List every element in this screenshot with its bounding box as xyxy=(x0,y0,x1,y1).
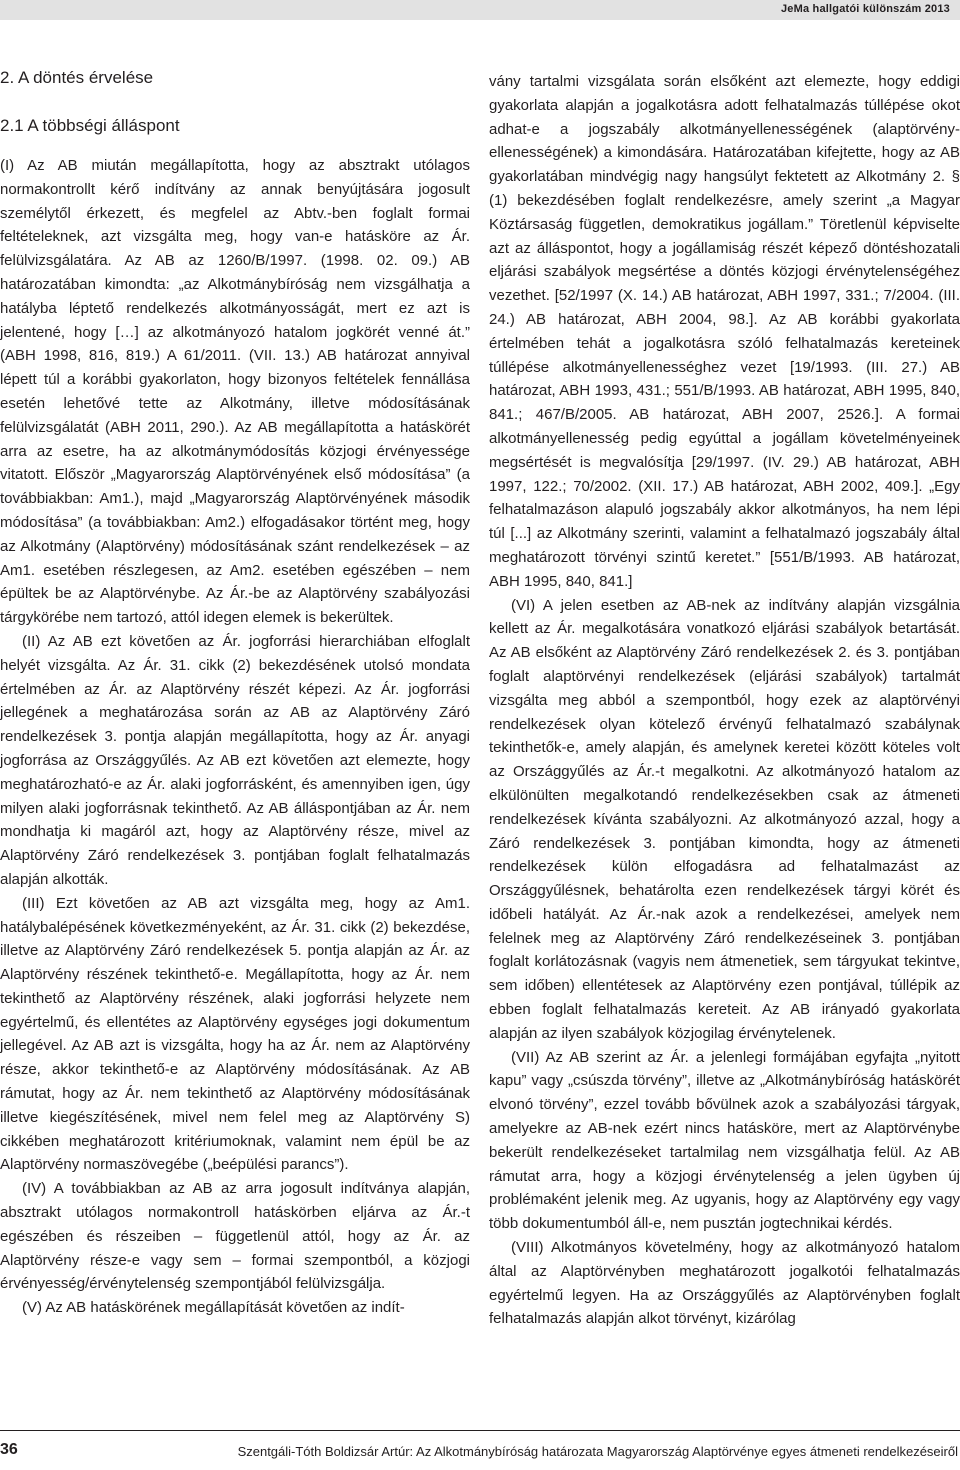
paragraph-3: (III) Ezt követően az AB azt vizsgálta meg, hogy az Am1. hatálybalépésének következményeként, az Ár. 31. cikk (2) bekezdése, illetve az Alaptörvény Záró rendelkezések 5. pontja alapján az Ár. az Alaptörvény részének tekinthető-e. Megállapította, hogy az Ár. nem tekinthető az Alaptörvény részének, alaki jogforrási helyzete nem egyértelmű, és ellentétes az Alaptörvény egységes jogi dokumentum jellegével. Az AB azt is vizsgálta, hogy ha az Ár. nem az Alaptörvény része, akkor tekinthető-e az Alaptörvény módosításának. Az AB rámutat, hogy az Ár. nem tekinthető az Alaptörvény módosításának illetve kiegészítésének, mivel nem felel meg az Alaptörvény S) cikkében meghatározott kritériumoknak, valamint nem épül be az Alaptörvény normaszövegébe („beépülési parancs”). xyxy=(0,894,470,1174)
journal-header-bar xyxy=(0,0,960,20)
paragraph-4: (IV) A továbbiakban az AB az arra jogosult indítványa alapján, absztrakt utólagos normakontroll hatáskörben eljárva az Ár.-t egészében és részeiben – függetlenül attól, hogy az Ár. az Alaptörvény része-e vagy sem – formai szempontból, a közjogi érvényesség/érvénytelenség szempontjából felülvizsgálja. xyxy=(0,1180,470,1293)
paragraph-2: (II) Az AB ezt követően az Ár. jogforrási hierarchiában elfoglalt helyét vizsgálta. Az Ár. 31. cikk (2) bekezdésének utolsó mondata értelmében az Ár. az Alaptörvény részét képezi. Az Ár. jogforrási jellegének a meghatározása során az AB az Alaptörvény Záró rendelkezések 3. pontja alapján megállapította, hogy az Ár. anyagi jogforrása az Országgyűlés. Az AB ezt követően azt elemezte, hogy meghatározható-e az Ár. alaki jogforrásként, és amennyiben igen, úgy milyen alaki jogforrásnak tekinthető. Az AB álláspontjában az Ár. nem mondhatja ki magáról azt, hogy az Alaptörvény része, mivel az Alaptörvény Záró rendelkezések 3. pontjában foglalt felhatalmazás alapján alkották. xyxy=(0,632,470,888)
paragraph-9: (VIII) Alkotmányos követelmény, hogy az alkotmányozó hatalom által az Alaptörvényben meghatározott jogalkotói felhatalmazás egyértelmű legyen. Ha az Országgyűlés az Alaptörvényben foglalt felhatalmazás alapján alkot törvényt, kizárólag xyxy=(489,1239,960,1328)
paragraph-6: vány tartalmi vizsgálata során elsőként azt elemezte, hogy eddigi gyakorlata alapján a jogalkotásra adott felhatalmazás túllépése okot adhat-e a jogszabály alkotmányellenességének (alaptörvény-ellenességének) a kimondására. Határozatában kifejtette, hogy az AB gyakorlatában mindvégig nagy hangsúlyt fektetett az Alkotmány 2. § (1) bekezdésében foglalt rendelkezésre, amely szerint „a Magyar Köztársaság független, demokratikus jogállam.” Töretlenül képviselte azt az álláspontot, hogy a jogállamiság részét képező döntéshozatali eljárási szabályok megsértése a döntés közjogi érvénytelenségéhez vezethet. [52/1997 (X. 14.) AB határozat, ABH 1997, 331.; 7/2004. (III. 24.) AB határozat, ABH 2004, 98.]. Az AB korábbi gyakorlata értelmében tehát a jogalkotásra szóló felhatalmazás kereteinek túllépése alkotmányellenességhez vezet [19/1993. (III. 27.) AB határozat, ABH 1993, 431.; 551/B/1993. AB határozat, ABH 1995, 840, 841.; 467/B/2005. AB határozat, ABH 2007, 2526.]. A formai alkotmányellenesség pedig egyúttal a jogállam követelményeinek megsértését is megvalósítja [29/1997. (IV. 29.) AB határozat, ABH 1997, 122.; 70/2002. (XII. 17.) AB határozat, ABH 2002, 409.]. „Egy felhatalmazáson alapuló jogszabály akkor alkotmányos, ha nem lépi túl [...] az Alkotmány szerinti, valamint a felhatalmazó jogszabály által meghatározott törvényi szintű keretet.” [551/B/1993. AB határozat, ABH 1995, 840, 841.] xyxy=(489,73,960,590)
paragraph-1: (I) Az AB miután megállapította, hogy az absztrakt utólagos normakontrollt kérő indítvány az annak benyújtására jogosult személytől érkezett, és megfelel az Abtv.-ben foglalt formai feltételeknek, azt vizsgálta meg, hogy van-e hatásköre az Ár. felülvizsgálatára. Az AB az 1260/B/1997. (1998. 02. 09.) AB határozatában kimondta: „az Alkotmánybíróság nem vizsgálhatja a hatályba léptető rendelkezés alkotmányosságát, mert ez azt is jelentené, hogy […] az alkotmányozó hatalom jogkörét venné át.” (ABH 1998, 816, 819.) A 61/2011. (VII. 13.) AB határozat annyival lépett túl a korábbi gyakorlaton, hogy bizonyos feltételek fennállása esetén lehetővé tette az Alkotmány, illetve módosításának felülvizsgálatát (ABH 2011, 290.). Az AB megállapította a hatáskörét arra az esetre, ha az alkotmánymódosítás közjogi érvényessége vitatott. Először „Magyarország Alaptörvényének első módosítása” (a továbbiakban: Am1.), majd „Magyarország Alaptörvényének második módosítása” (a továbbiakban: Am2.) elfogadásakor történt meg, hogy az Alkotmány (Alaptörvény) módosításának szánt rendelkezések – az Am1. esetében részlegesen, az Am2. esetében egészében – nem épültek be az Alaptörvénybe. Az Ár.-be az Alaptörvény szabályozási tárgykörébe nem tartozó, attól idegen elemek is bekerültek. xyxy=(0,157,470,627)
page-number: 36 xyxy=(0,1441,18,1458)
left-column xyxy=(0,66,470,1426)
paragraph-7: (VI) A jelen esetben az AB-nek az indítvány alapján vizsgálnia kellett az Ár. megalkotására vonatkozó eljárási szabályok betartását. Az AB elsőként az Alaptörvény Záró rendelkezések 2. és 3. pontjában foglalt alaptörvényi rendelkezések (eljárási szabályok) tartalmát vizsgálta meg abból a szempontból, hogy ezek az alaptörvényi rendelkezések olyan kötelező érvényű felhatalmazó szabálynak tekinthetők-e, amely alapján, és amelynek keretei között köteles volt az Országgyűlés az Ár.-t megalkotni. Az alkotmányozó hatalom az elkülönülten megalkotandó rendelkezésekben csak az átmeneti rendelkezések kívánta szabályozni. Az alkotmányozó azzal, hogy a Záró rendelkezések 3. pontjában kimondta, hogy az átmeneti rendelkezések külön elfogadásra ad felhatalmazást az Országgyűlésnek, behatárolta ezen rendelkezések tárgyi körét és időbeli hatályát. Az Ár.-nak azok a rendelkezései, amelyek nem felelnek meg az Alaptörvény Záró rendelkezéseinek 3. pontjában foglalt korlátozásnak (vagyis nem átmenetiek, sem tárgyukat tekintve, sem időben) ellentétesek az Alaptörvény ezen pontjával, túllépik az ebben foglalt felhatalmazás kereteit. Az AB irányadó gyakorlata alapján az ilyen szabályok közjogilag érvénytelenek. xyxy=(489,596,960,1042)
paragraph-8: (VII) Az AB szerint az Ár. a jelenlegi formájában egyfajta „nyitott kapu” vagy „csúszda törvény”, illetve az „Alkotmánybíróság hatáskörét elvonó törvény”, ezzel tovább bővülnek azok a szabályozási tárgyak, amelyekre az AB-nek ezért nincs hatásköre, mert az Alaptörvénybe bekerült rendelkezéseket tartalmilag nem vizsgálhatja felül. Az AB rámutat arra, hogy a közjogi érvénytelenség a jelen ügyben új problémaként jelenik meg. Az ugyanis, hogy az Alaptörvény egy vagy több dokumentumból áll-e, nem pusztán jogtechnikai kérdés. xyxy=(489,1048,960,1233)
paragraph-5: (V) Az AB hatáskörének megállapítását követően az indít- xyxy=(22,1299,405,1317)
right-column xyxy=(489,70,960,1430)
footer-divider xyxy=(0,1430,960,1431)
subsection-heading: 2.1 A többségi álláspont xyxy=(0,116,180,135)
journal-title: JeMa hallgatói különszám 2013 xyxy=(780,3,950,15)
section-heading: 2. A döntés érvelése xyxy=(0,68,154,87)
running-footer: Szentgáli-Tóth Boldizsár Artúr: Az Alkotmánybíróság határozata Magyarország Alaptörvénye egyes átmeneti rendelkezéseiről xyxy=(237,1444,958,1459)
